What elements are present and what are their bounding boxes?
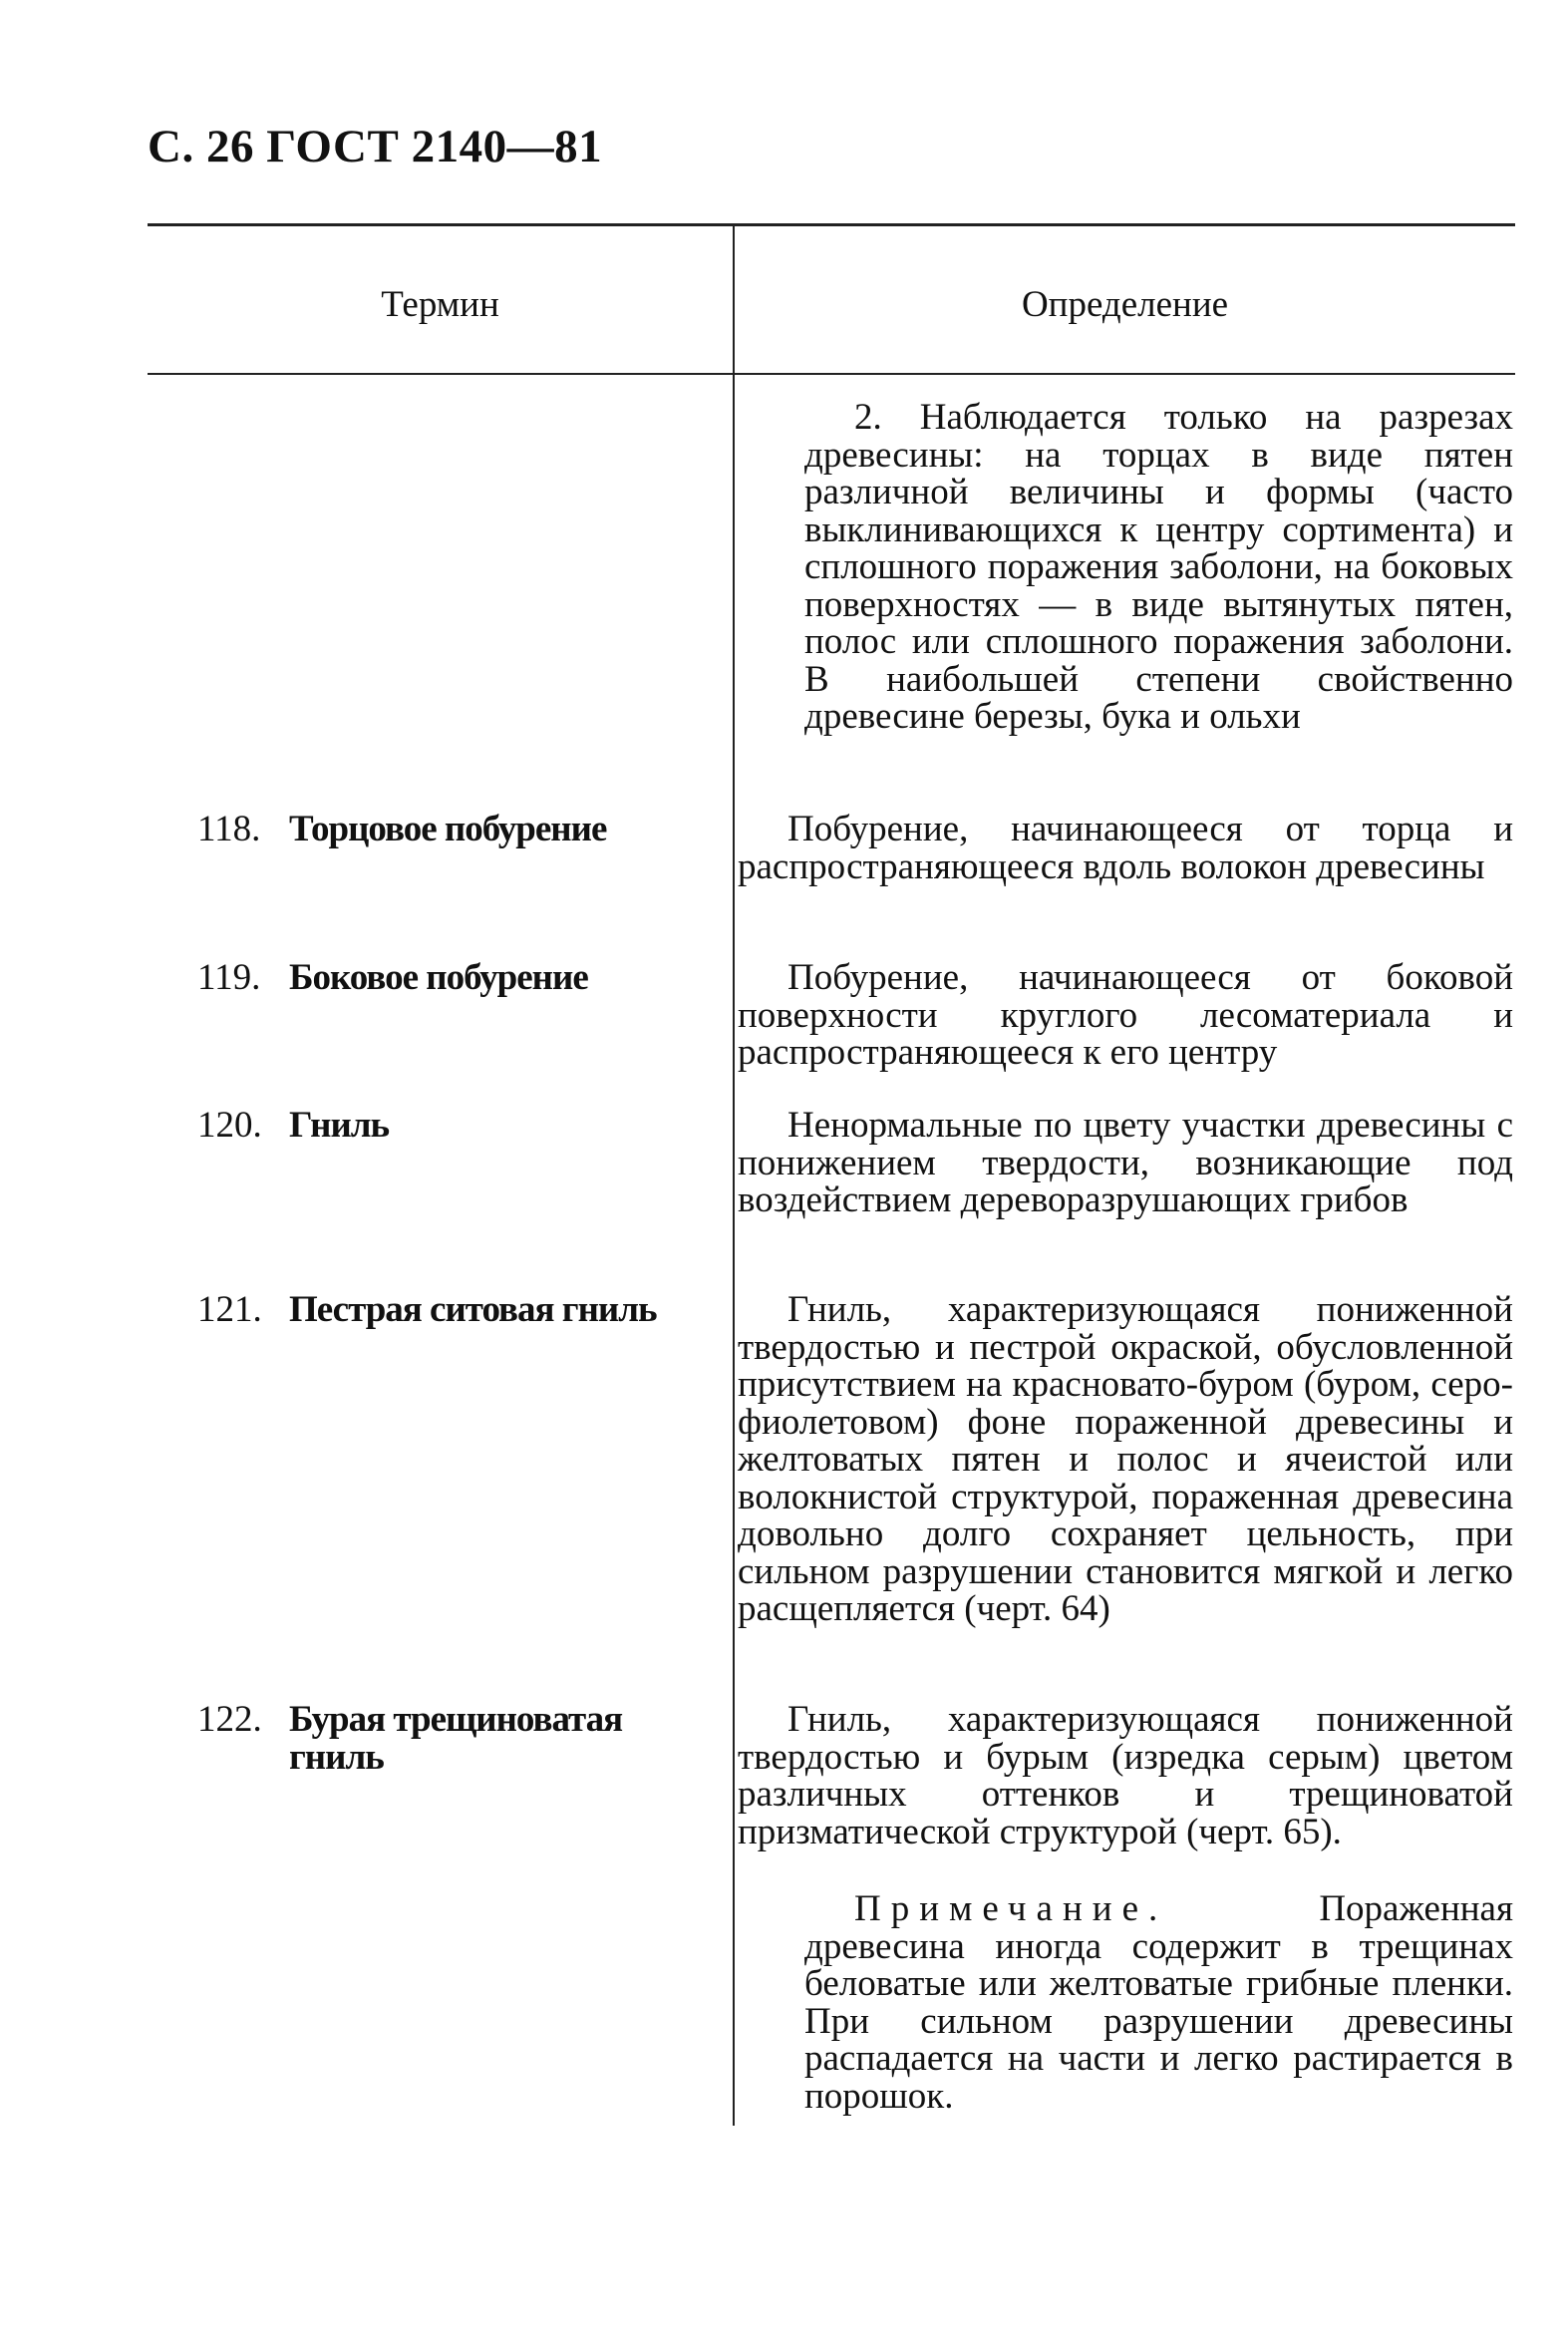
table-header-rule: [148, 373, 1515, 375]
term-definition: Побурение, начинающееся от боковой поверхности круглого лесоматериала и распространяющееся к его центру: [738, 957, 1513, 1073]
term-name: Торцовое побурение: [289, 809, 607, 849]
term-name: Бурая трещиноватая гниль: [289, 1699, 623, 1778]
table-column-divider: [733, 223, 735, 2126]
term-number: 119.: [197, 957, 261, 998]
term-name: Боковое побурение: [289, 957, 588, 998]
term-definition: Ненормальные по цвету участки древесины с понижением твердости, возникающие под воздействием дереворазрушающих грибов: [738, 1105, 1513, 1220]
term-definition: Побурение, начинающееся от торца и распространяющееся вдоль волокон древесины: [738, 809, 1513, 887]
table-row: [197, 811, 716, 848]
column-header-term: Термин: [381, 284, 499, 325]
table-row: [197, 1291, 716, 1329]
term-name: Пестрая ситовая гниль: [289, 1289, 657, 1330]
table-row: [197, 1701, 716, 1776]
table-row: [197, 959, 716, 997]
note-text: Пораженная древесина иногда содержит в трещинах беловатые или желтоватые грибные пленки. При сильном разрушении древесины распадается на части и легко растирается в порошок.: [804, 1888, 1513, 2117]
note-paragraph: [804, 1890, 1513, 2115]
term-definition: Гниль, характеризующаяся пониженной твердостью и бурым (изредка серым) цветом различных оттенков и трещиноватой призматической структурой (черт. 65).: [738, 1699, 1513, 1852]
column-header-definition: Определение: [1021, 284, 1229, 325]
term-name: Гниль: [289, 1105, 390, 1146]
term-number: 122.: [197, 1699, 262, 1740]
term-number: 121.: [197, 1289, 262, 1330]
term-number: 120.: [197, 1105, 262, 1146]
table-top-rule: [148, 223, 1515, 226]
definition-continuation: 2. Наблюдается только на разрезах древесины: на торцах в виде пятен различной величины и формы (часто выклинивающихся к центру сортимента) и сплошного поражения заболони, на боковых поверхностях — в виде вытянутых пятен, полос или сплошного поражения заболони. В наибольшей степени свойственно древесине березы, бука и ольхи: [804, 397, 1513, 737]
table-row: [197, 1107, 716, 1145]
note-label: Примечание.: [854, 1888, 1168, 1929]
page-header: С. 26 ГОСТ 2140—81: [148, 121, 603, 172]
term-number: 118.: [197, 809, 261, 849]
term-definition: Гниль, характеризующаяся пониженной твердостью и пестрой окраской, обусловленной присутствием на красновато-буром (буром, серо-фиолетовом) фоне пораженной древесины и желтоватых пятен и полос и ячеистой или волокнистой структурой, пораженная древесина довольно долго сохраняет цельность, при сильном разрушении становится мягкой и легко расщепляется (черт. 64): [738, 1289, 1513, 1629]
